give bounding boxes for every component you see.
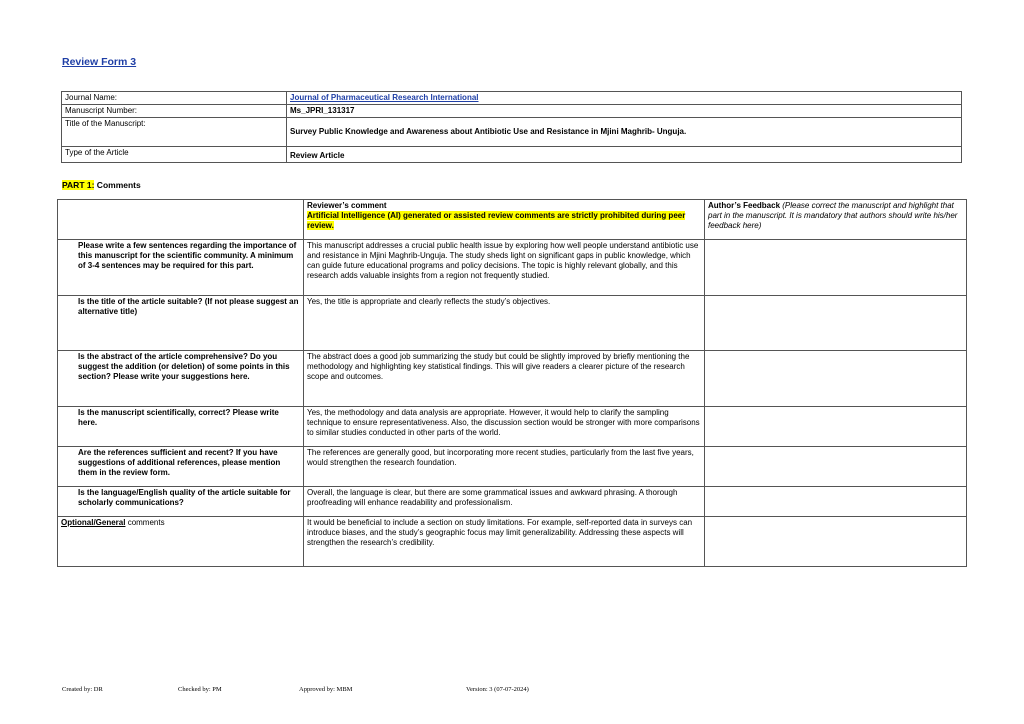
manuscript-title-row bbox=[62, 118, 962, 147]
question-cell: Is the abstract of the article comprehensive? Do you suggest the addition (or deletion) of some points in this section? Please write your suggestions here. bbox=[58, 351, 304, 407]
part-label: PART 1: bbox=[62, 180, 95, 190]
reviewer-comment-heading: Reviewer’s comment bbox=[307, 201, 387, 210]
reviewer-comment-cell: Yes, the title is appropriate and clearly reflects the study’s objectives. bbox=[304, 296, 705, 351]
question-cell: Is the language/English quality of the article suitable for scholarly communications? bbox=[58, 487, 304, 517]
author-feedback-cell[interactable] bbox=[705, 351, 967, 407]
table-row bbox=[58, 296, 967, 351]
author-feedback-cell[interactable] bbox=[705, 517, 967, 567]
table-row bbox=[58, 487, 967, 517]
reviewer-comment-cell: The references are generally good, but incorporating more recent studies, particularly from the last five years, would strengthen the research foundation. bbox=[304, 447, 705, 487]
question-cell: Are the references sufficient and recent? If you have suggestions of additional references, please mention them in the review form. bbox=[58, 447, 304, 487]
article-type-value: Review Article bbox=[287, 147, 962, 163]
reviewer-header-cell bbox=[304, 200, 705, 240]
author-feedback-cell[interactable] bbox=[705, 296, 967, 351]
manuscript-info-table bbox=[61, 91, 962, 163]
table-row bbox=[58, 240, 967, 296]
article-type-row bbox=[62, 147, 962, 163]
table-row bbox=[58, 407, 967, 447]
journal-row bbox=[62, 92, 962, 105]
optional-label-cell bbox=[58, 517, 304, 567]
ai-warning: Artificial Intelligence (AI) generated or assisted review comments are strictly prohibited during peer review. bbox=[307, 211, 686, 230]
reviewer-comment-cell: The abstract does a good job summarizing the study but could be slightly improved by briefly mentioning the methodology and highlighting key statistical findings. This will give readers a clearer picture of the research scope and outcomes. bbox=[304, 351, 705, 407]
manuscript-title-label: Title of the Manuscript: bbox=[62, 118, 287, 147]
manuscript-title-value: Survey Public Knowledge and Awareness about Antibiotic Use and Resistance in Mjini Maghrib- Unguja. bbox=[287, 118, 962, 147]
article-type-label: Type of the Article bbox=[62, 147, 287, 163]
part-heading bbox=[62, 180, 141, 190]
footer-approved-by: Approved by: MBM bbox=[299, 686, 353, 693]
question-cell: Please write a few sentences regarding the importance of this manuscript for the scientific community. A minimum of 3-4 sentences may be required for this part. bbox=[58, 240, 304, 296]
author-feedback-note: (Please correct the manuscript and highlight that part in the manuscript. It is mandatory that authors should write his/her feedback here) bbox=[708, 201, 958, 230]
optional-label-bold: Optional/General bbox=[61, 518, 126, 527]
footer-checked-by: Checked by: PM bbox=[178, 686, 222, 693]
footer-created-by: Created by: DR bbox=[62, 686, 103, 693]
table-row bbox=[58, 447, 967, 487]
table-row bbox=[58, 351, 967, 407]
comments-header-row bbox=[58, 200, 967, 240]
footer-version: Version: 3 (07-07-2024) bbox=[466, 686, 529, 693]
author-feedback-cell[interactable] bbox=[705, 447, 967, 487]
reviewer-comment-cell: Overall, the language is clear, but there are some grammatical issues and awkward phrasing. A thorough proofreading will enhance readability and professionalism. bbox=[304, 487, 705, 517]
manuscript-number-label: Manuscript Number: bbox=[62, 105, 287, 118]
manuscript-number-row bbox=[62, 105, 962, 118]
author-header-cell bbox=[705, 200, 967, 240]
optional-label-rest: comments bbox=[125, 518, 165, 527]
header-empty-cell bbox=[58, 200, 304, 240]
author-feedback-cell[interactable] bbox=[705, 407, 967, 447]
reviewer-comment-cell: This manuscript addresses a crucial public health issue by exploring how well people understand antibiotic use and resistance in Mjini Maghrib-Unguja. The study sheds light on significant gaps in public knowledge, which can guide future educational programs and policy decisions. The topic is highly relevant globally, and this research adds valuable insights from a region not frequently studied. bbox=[304, 240, 705, 296]
journal-label: Journal Name: bbox=[62, 92, 287, 105]
author-feedback-cell[interactable] bbox=[705, 240, 967, 296]
question-cell: Is the title of the article suitable? (If not please suggest an alternative title) bbox=[58, 296, 304, 351]
part-rest: Comments bbox=[94, 180, 141, 190]
form-title: Review Form 3 bbox=[62, 56, 137, 68]
author-feedback-cell[interactable] bbox=[705, 487, 967, 517]
question-cell: Is the manuscript scientifically, correct? Please write here. bbox=[58, 407, 304, 447]
comments-table bbox=[57, 199, 967, 567]
reviewer-comment-cell: Yes, the methodology and data analysis are appropriate. However, it would help to clarify the sampling technique to ensure representativeness. Also, the discussion section would be stronger with more comparisons to similar studies conducted in other parts of the world. bbox=[304, 407, 705, 447]
author-feedback-heading: Author’s Feedback bbox=[708, 201, 781, 210]
journal-link[interactable]: Journal of Pharmaceutical Research International bbox=[290, 93, 479, 102]
reviewer-comment-cell: It would be beneficial to include a section on study limitations. For example, self-reported data in surveys can introduce biases, and the study’s geographic focus may limit generalizability. Addressing these aspects will strengthen the research’s credibility. bbox=[304, 517, 705, 567]
manuscript-number-value: Ms_JPRI_131317 bbox=[287, 105, 962, 118]
optional-comments-row bbox=[58, 517, 967, 567]
